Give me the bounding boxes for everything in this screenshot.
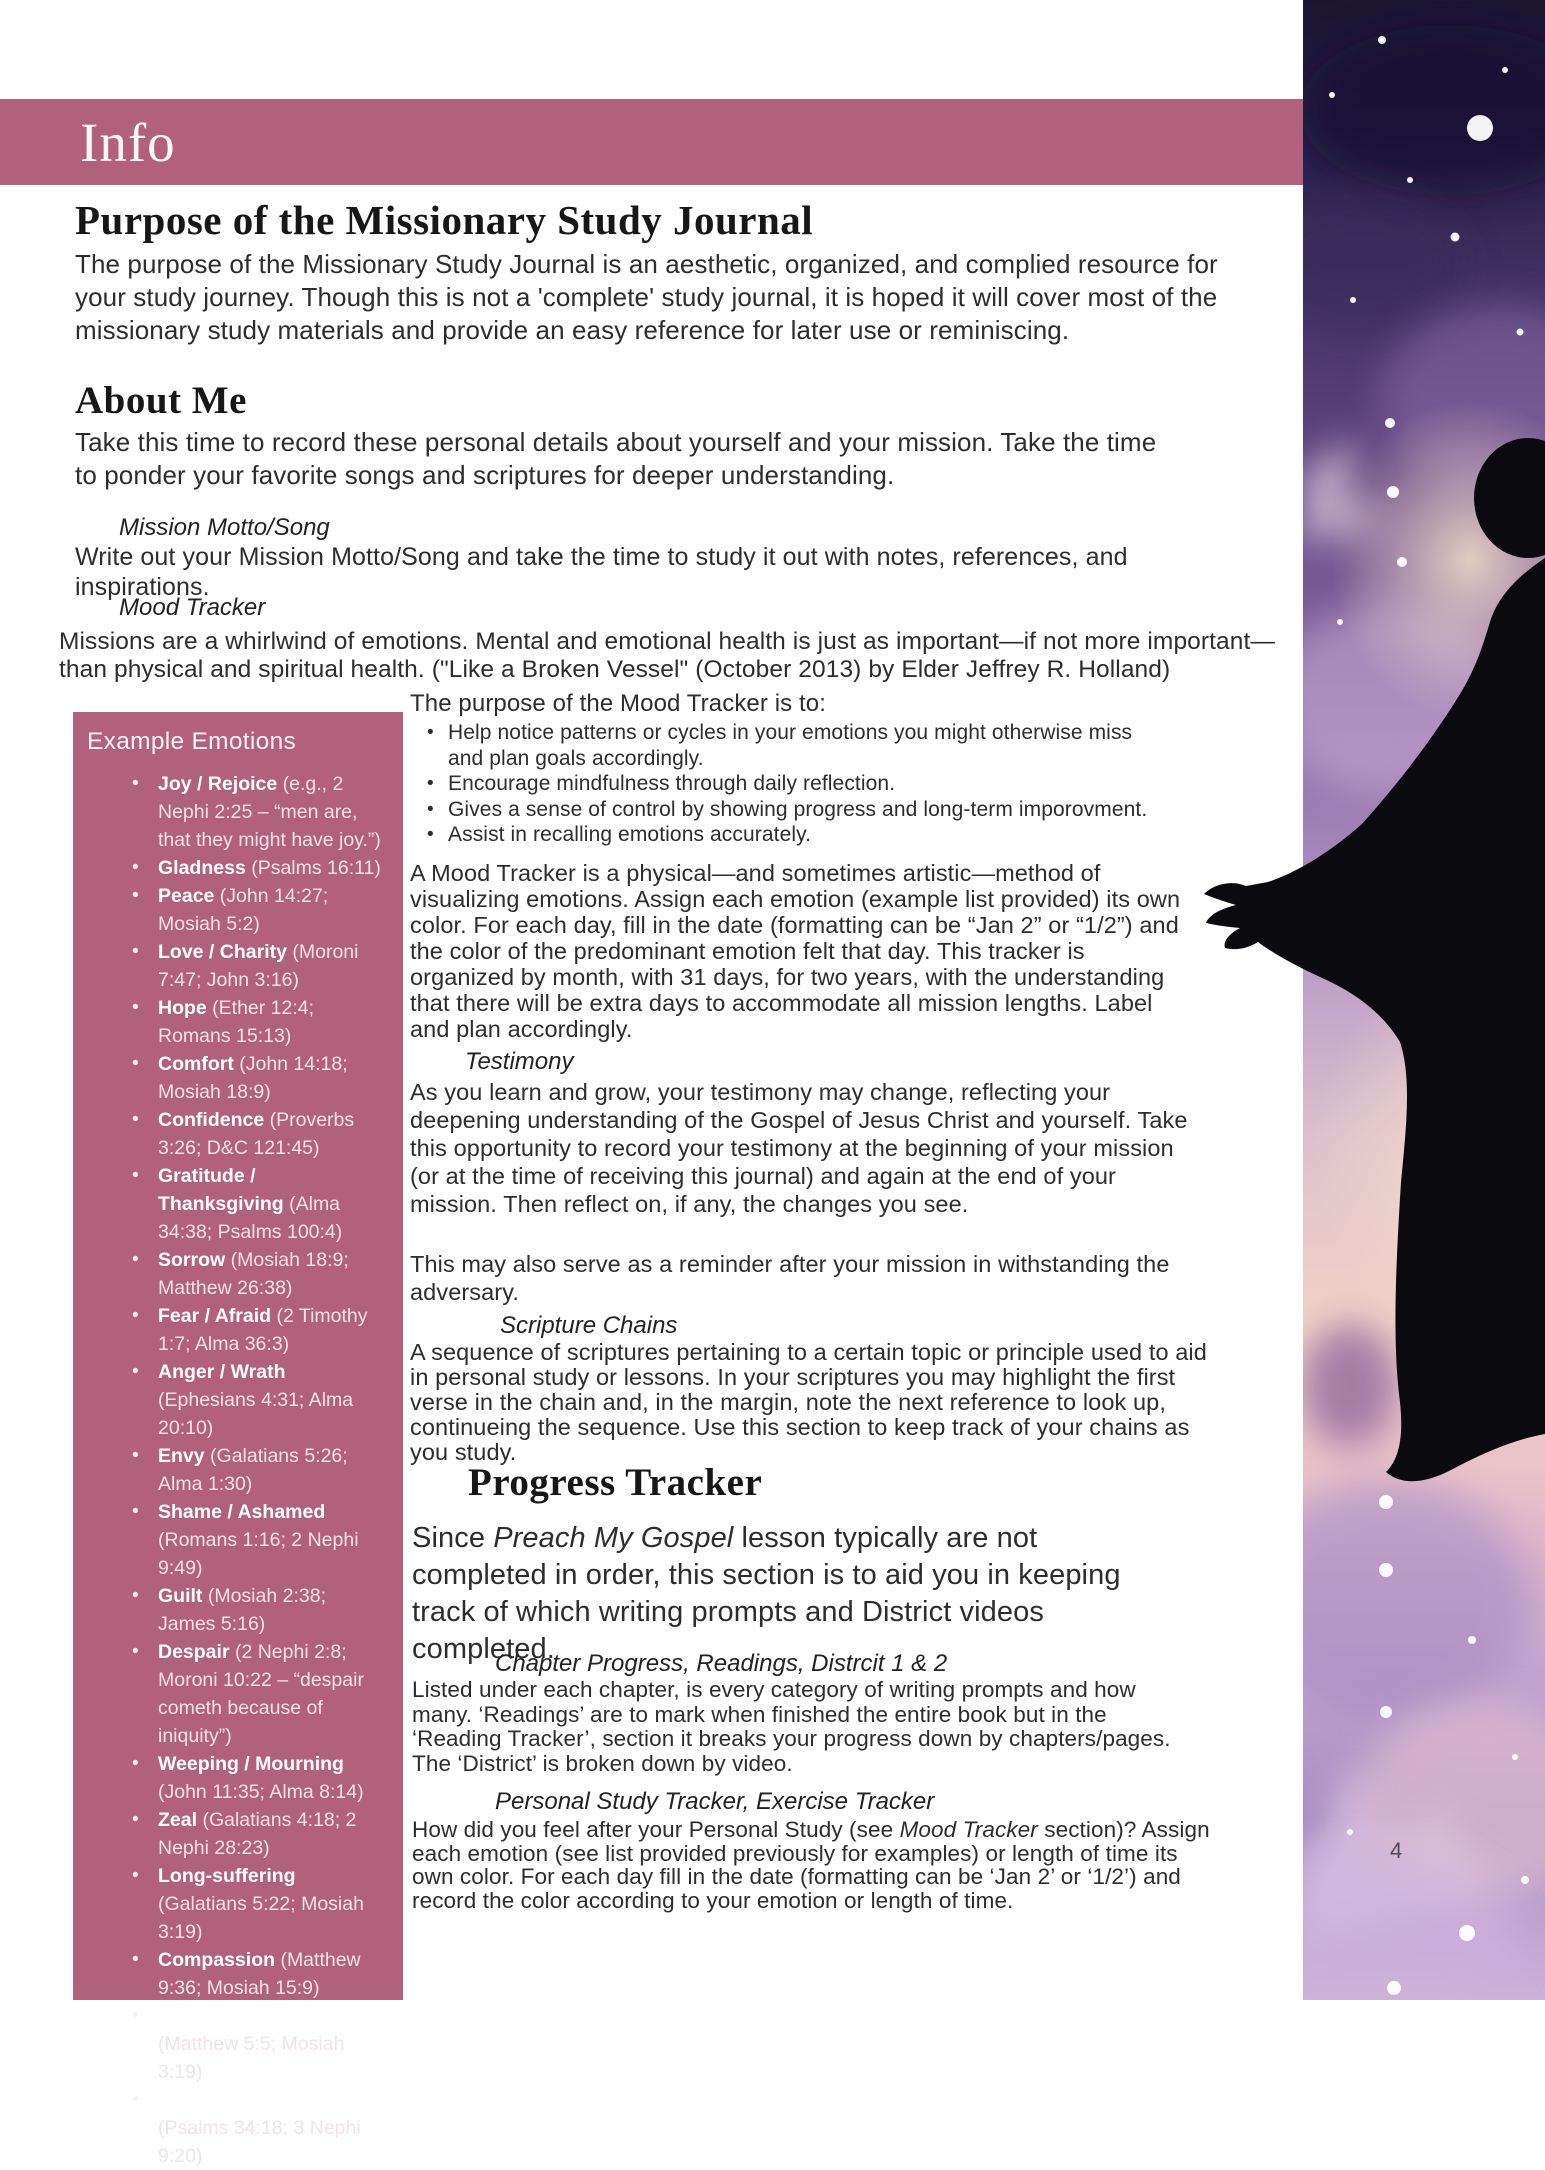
emotion-name: Hope	[158, 997, 207, 1019]
emotion-reference: (Ether 12:4; Romans 15:13)	[158, 997, 315, 1047]
emotion-name: Compassion	[158, 1949, 276, 1971]
emotion-reference: (2 Timothy 1:7; Alma 36:3)	[158, 1305, 368, 1355]
emotion-name: Anger / Wrath	[158, 1361, 286, 1383]
emotion-item	[158, 1106, 385, 1162]
mood-bullet-item: • Encourage mindfulness through daily reflection.	[448, 771, 1158, 797]
body-text: section)? Assign each emotion (see list provided previously for examples) or length of time its own color. For each day fill in the date (formatting can be ‘Jan 2’ or ‘1/2’) and record the color according to your emotion or length of time.	[412, 1817, 1210, 1913]
emotion-item	[158, 994, 385, 1050]
emotion-reference: (Psalms 16:11)	[245, 857, 381, 879]
emotion-reference: (John 14:27; Mosiah 5:2)	[158, 885, 329, 935]
emotion-reference: (Ephesians 4:31; Alma 20:10)	[158, 1389, 354, 1439]
emotion-reference: (Matthew 9:36; Mosiah 15:9)	[158, 1949, 361, 1999]
emotion-reference: (Mosiah 18:9; Matthew 26:38)	[158, 1249, 349, 1299]
emotion-reference: (Proverbs 3:26; D&C 121:45)	[158, 1109, 355, 1159]
mood-bullet-item: • Help notice patterns or cycles in your emotions you might otherwise miss and plan goals accordingly.	[448, 720, 1158, 771]
emotion-reference: (Alma 34:38; Psalms 100:4)	[158, 1193, 343, 1243]
emotion-item	[158, 1638, 385, 1750]
emotion-item	[158, 1498, 385, 1582]
emotion-name: Contrite / Broken heart	[158, 2089, 370, 2111]
emotion-item	[158, 770, 385, 854]
example-emotions-title: Example Emotions	[87, 728, 297, 755]
mood-bullet-item: • Gives a sense of control by showing progress and long-term imporovment.	[448, 797, 1158, 823]
personal-study-heading: Personal Study Tracker, Exercise Tracker	[495, 1788, 935, 1815]
emotion-name: Despair	[158, 1641, 230, 1663]
emotion-name: Long-suffering	[158, 1865, 296, 1887]
emotion-item	[158, 1750, 385, 1806]
emotion-item	[158, 1246, 385, 1302]
example-emotions-box	[73, 712, 403, 2167]
mood-tracker-intro: The purpose of the Mood Tracker is to:	[410, 690, 827, 717]
emotion-reference: (e.g., 2 Nephi 2:25 – “men are, that they might have joy.”)	[158, 773, 381, 851]
page-number: 4	[1390, 1838, 1403, 1863]
about-heading: About Me	[75, 379, 247, 422]
emotion-item	[158, 882, 385, 938]
emotion-reference: (Psalms 34:18; 3 Nephi 9:20)	[158, 2117, 361, 2167]
motto-heading: Mission Motto/Song	[119, 514, 330, 541]
italic-title-text: Mood Tracker	[899, 1817, 1038, 1842]
emotion-name: Shame / Ashamed	[158, 1501, 326, 1523]
emotion-item	[158, 854, 385, 882]
emotion-name: Zeal	[158, 1809, 198, 1831]
mood-tracker-body: A Mood Tracker is a physical—and sometimes artistic—method of visualizing emotions. Assign each emotion (example list provided) its own color. For each day, fill in the date (formatting can be “Jan 2” or “1/2”) and the color of the predominant emotion felt that day. This tracker is organized by month, with 31 days, for two years, with the understanding that there will be extra days to accommodate all mission lengths. Label and plan accordingly.	[410, 860, 1181, 1042]
emotion-name: Sorrow	[158, 1249, 226, 1271]
emotion-item	[158, 1302, 385, 1358]
emotion-reference: (Galatians 5:22; Mosiah 3:19)	[158, 1893, 364, 1943]
emotion-name: Love / Charity	[158, 941, 287, 963]
emotion-name: Confidence	[158, 1109, 265, 1131]
emotion-name: Gratitude / Thanksgiving	[158, 1165, 284, 1215]
emotion-reference: (2 Nephi 2:8; Moroni 10:22 – “despair cometh because of iniquity”)	[158, 1641, 364, 1747]
personal-study-body	[412, 1818, 1222, 1912]
emotion-reference: (Mosiah 2:38; James 5:16)	[158, 1585, 326, 1635]
emotion-name: Weeping / Mourning	[158, 1753, 344, 1775]
mood-body: Missions are a whirlwind of emotions. Mental and emotional health is just as important—if not more important—than physical and spiritual health. ("Like a Broken Vessel" (October 2013) by Elder Jeffrey R. Holland)	[59, 628, 1276, 683]
testimony-heading: Testimony	[465, 1048, 574, 1075]
body-text: lesson typically are not completed in order, this section is to aid you in keeping track of which writing prompts and District videos completed.	[412, 1522, 1121, 1665]
emotion-item	[158, 1442, 385, 1498]
emotion-name: Joy / Rejoice	[158, 773, 278, 795]
italic-title-text: Preach My Gospel	[493, 1522, 734, 1554]
emotion-reference: (Galatians 5:26; Alma 1:30)	[158, 1445, 348, 1495]
emotion-reference: (Moroni 7:47; John 3:16)	[158, 941, 359, 991]
emotion-item	[158, 1946, 385, 2002]
galaxy-christ-illustration	[1150, 0, 1545, 2000]
emotions-list	[87, 770, 389, 2170]
body-text: How did you feel after your Personal Study (see	[412, 1817, 900, 1842]
emotion-name: Envy	[158, 1445, 205, 1467]
emotion-reference: (Romans 1:16; 2 Nephi 9:49)	[158, 1529, 359, 1579]
mood-bullet-item: • Assist in recalling emotions accurately.	[448, 822, 1158, 848]
purpose-body: The purpose of the Missionary Study Journal is an aesthetic, organized, and complied resource for your study journey. Though this is not a 'complete' study journal, it is hoped it will cover most of the missionary study materials and provide an easy reference for later use or reminiscing.	[75, 249, 1218, 345]
emotion-name: Guilt	[158, 1585, 203, 1607]
emotion-reference: (John 11:35; Alma 8:14)	[158, 1781, 364, 1803]
emotion-name: Gladness	[158, 857, 246, 879]
about-body: Take this time to record these personal details about yourself and your mission. Take the time to ponder your favorite songs and scriptures for deeper understanding.	[75, 427, 1157, 490]
page-section-title: Info	[80, 111, 176, 173]
emotion-name: Comfort	[158, 1053, 234, 1075]
scripture-chains-body: A sequence of scriptures pertaining to a certain topic or principle used to aid in personal study or lessons. In your scriptures you may highlight the first verse in the chain and, in the margin, note the next reference to look up, continueing the sequence. Use this section to keep track of your chains as you study.	[410, 1339, 1207, 1465]
progress-tracker-heading: Progress Tracker	[468, 1461, 763, 1504]
emotion-reference: (John 14:18; Mosiah 18:9)	[158, 1053, 348, 1103]
chapter-progress-heading: Chapter Progress, Readings, Distrcit 1 & 2	[495, 1650, 948, 1677]
motto-body: Write out your Mission Motto/Song and take the time to study it out with notes, references, and inspirations.	[75, 543, 1128, 601]
emotion-item	[158, 1162, 385, 1246]
emotion-name: Humility / Meekness	[158, 2005, 345, 2027]
progress-tracker-body	[412, 1520, 1132, 1668]
body-text: Since	[412, 1522, 494, 1554]
emotion-item	[158, 2086, 385, 2170]
emotion-item	[158, 1862, 385, 1946]
emotion-item	[158, 938, 385, 994]
emotion-item	[158, 1806, 385, 1862]
header-band	[0, 99, 1303, 185]
emotion-item	[158, 2002, 385, 2086]
testimony-body: As you learn and grow, your testimony may change, reflecting your deepening understanding of the Gospel of Jesus Christ and yourself. Take this opportunity to record your testimony at the beginning of your mission (or at the time of receiving this journal) and again at the end of your mission. Then reflect on, if any, the changes you see.	[410, 1079, 1188, 1217]
emotion-reference: (Matthew 5:5; Mosiah 3:19)	[158, 2033, 345, 2083]
mood-heading: Mood Tracker	[119, 594, 266, 621]
chapter-progress-body: Listed under each chapter, is every category of writing prompts and how many. ‘Readings’ are to mark when finished the entire book but in the ‘Reading Tracker’, section it breaks your progress down by chapters/pages. The ‘District’ is broken down by video.	[412, 1677, 1171, 1776]
testimony-body2: This may also serve as a reminder after your mission in withstanding the adversary.	[410, 1251, 1170, 1305]
emotion-item	[158, 1358, 385, 1442]
scripture-chains-heading: Scripture Chains	[500, 1312, 678, 1339]
emotion-name: Peace	[158, 885, 215, 907]
purpose-heading: Purpose of the Missionary Study Journal	[75, 197, 814, 243]
emotion-item	[158, 1050, 385, 1106]
emotion-name: Fear / Afraid	[158, 1305, 272, 1327]
mood-bullet-list	[410, 720, 1158, 848]
emotion-item	[158, 1582, 385, 1638]
emotion-reference: (Galatians 4:18; 2 Nephi 28:23)	[158, 1809, 357, 1859]
